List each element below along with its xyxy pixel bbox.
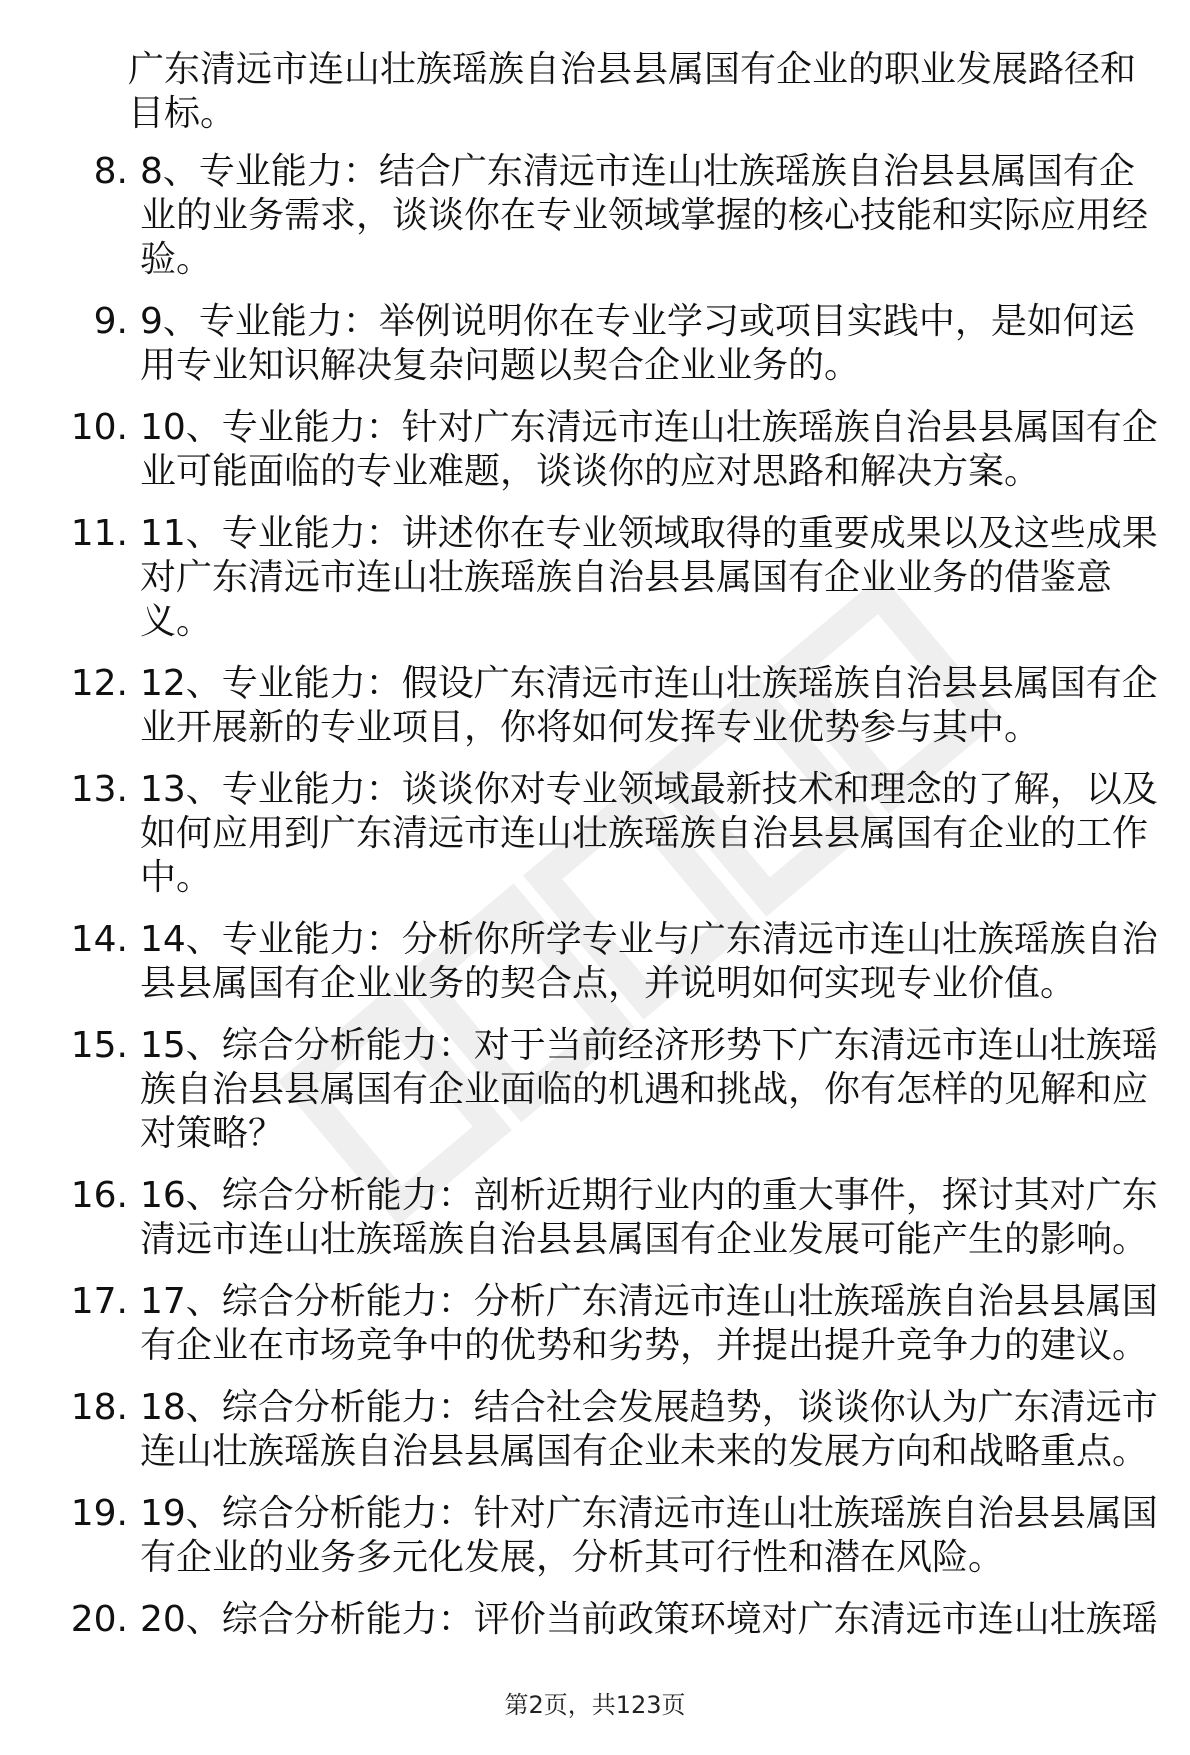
list-item-number: 18. (70, 1387, 128, 1428)
list-item-number: 13. (70, 769, 128, 810)
list-item-text: 19、综合分析能力：针对广东清远市连山壮族瑶族自治县县属国有企业的业务多元化发展，分析其可行性和潜在风险。 (140, 1493, 1158, 1578)
list-item-text: 18、综合分析能力：结合社会发展趋势，谈谈你认为广东清远市连山壮族瑶族自治县县属国有企业未来的发展方向和战略重点。 (140, 1387, 1158, 1472)
list-item-text: 9、专业能力：举例说明你在专业学习或项目实践中，是如何运用专业知识解决复杂问题以契合企业业务的。 (140, 301, 1135, 386)
list-item-text: 8、专业能力：结合广东清远市连山壮族瑶族自治县县属国有企业的业务需求，谈谈你在专业领域掌握的核心技能和实际应用经验。 (140, 151, 1149, 280)
list-item (58, 1024, 1168, 1156)
list-item-number: 20. (70, 1599, 128, 1640)
list-item-number: 19. (70, 1493, 128, 1534)
list-item-text: 17、综合分析能力：分析广东清远市连山壮族瑶族自治县县属国有企业在市场竞争中的优势和劣势，并提出提升竞争力的建议。 (140, 1281, 1158, 1366)
list-item-number: 11. (70, 513, 128, 554)
list-item-number: 12. (70, 663, 128, 704)
list-item-text: 20、综合分析能力：评价当前政策环境对广东清远市连山壮族瑶 (140, 1599, 1158, 1640)
list-item (58, 300, 1168, 388)
list-item (58, 768, 1168, 900)
list-item (58, 406, 1168, 494)
list-item (58, 1174, 1168, 1262)
list-item (58, 150, 1168, 282)
list-item (58, 1386, 1168, 1474)
list-item-number: 10. (70, 407, 128, 448)
document-content (58, 48, 1168, 1660)
list-item-number: 9. (93, 301, 128, 342)
list-item (58, 918, 1168, 1006)
list-item (58, 1598, 1168, 1642)
list-item-number: 14. (70, 919, 128, 960)
list-item (58, 512, 1168, 644)
list-item-text: 11、专业能力：讲述你在专业领域取得的重要成果以及这些成果对广东清远市连山壮族瑶族自治县县属国有企业业务的借鉴意义。 (140, 513, 1158, 642)
list-item-text: 15、综合分析能力：对于当前经济形势下广东清远市连山壮族瑶族自治县县属国有企业面临的机遇和挑战，你有怎样的见解和应对策略？ (140, 1025, 1158, 1154)
page-footer: 第2页，共123页 (504, 1691, 686, 1719)
list-item-text: 12、专业能力：假设广东清远市连山壮族瑶族自治县县属国有企业开展新的专业项目，你将如何发挥专业优势参与其中。 (140, 663, 1158, 748)
list-item (58, 1492, 1168, 1580)
list-item-text: 13、专业能力：谈谈你对专业领域最新技术和理念的了解，以及如何应用到广东清远市连山壮族瑶族自治县县属国有企业的工作中。 (140, 769, 1158, 898)
list-item (58, 1280, 1168, 1368)
list-item (58, 662, 1168, 750)
list-item-number: 15. (70, 1025, 128, 1066)
list-item-number: 16. (70, 1175, 128, 1216)
list-item-number: 8. (93, 151, 128, 192)
list-item-text: 14、专业能力：分析你所学专业与广东清远市连山壮族瑶族自治县县属国有企业业务的契合点，并说明如何实现专业价值。 (140, 919, 1158, 1004)
list-item-number: 17. (70, 1281, 128, 1322)
list-item-text: 10、专业能力：针对广东清远市连山壮族瑶族自治县县属国有企业可能面临的专业难题，谈谈你的应对思路和解决方案。 (140, 407, 1158, 492)
list-item-text: 16、综合分析能力：剖析近期行业内的重大事件，探讨其对广东清远市连山壮族瑶族自治县县属国有企业发展可能产生的影响。 (140, 1175, 1158, 1260)
intro-paragraph: 广东清远市连山壮族瑶族自治县县属国有企业的职业发展路径和目标。 (128, 49, 1137, 134)
